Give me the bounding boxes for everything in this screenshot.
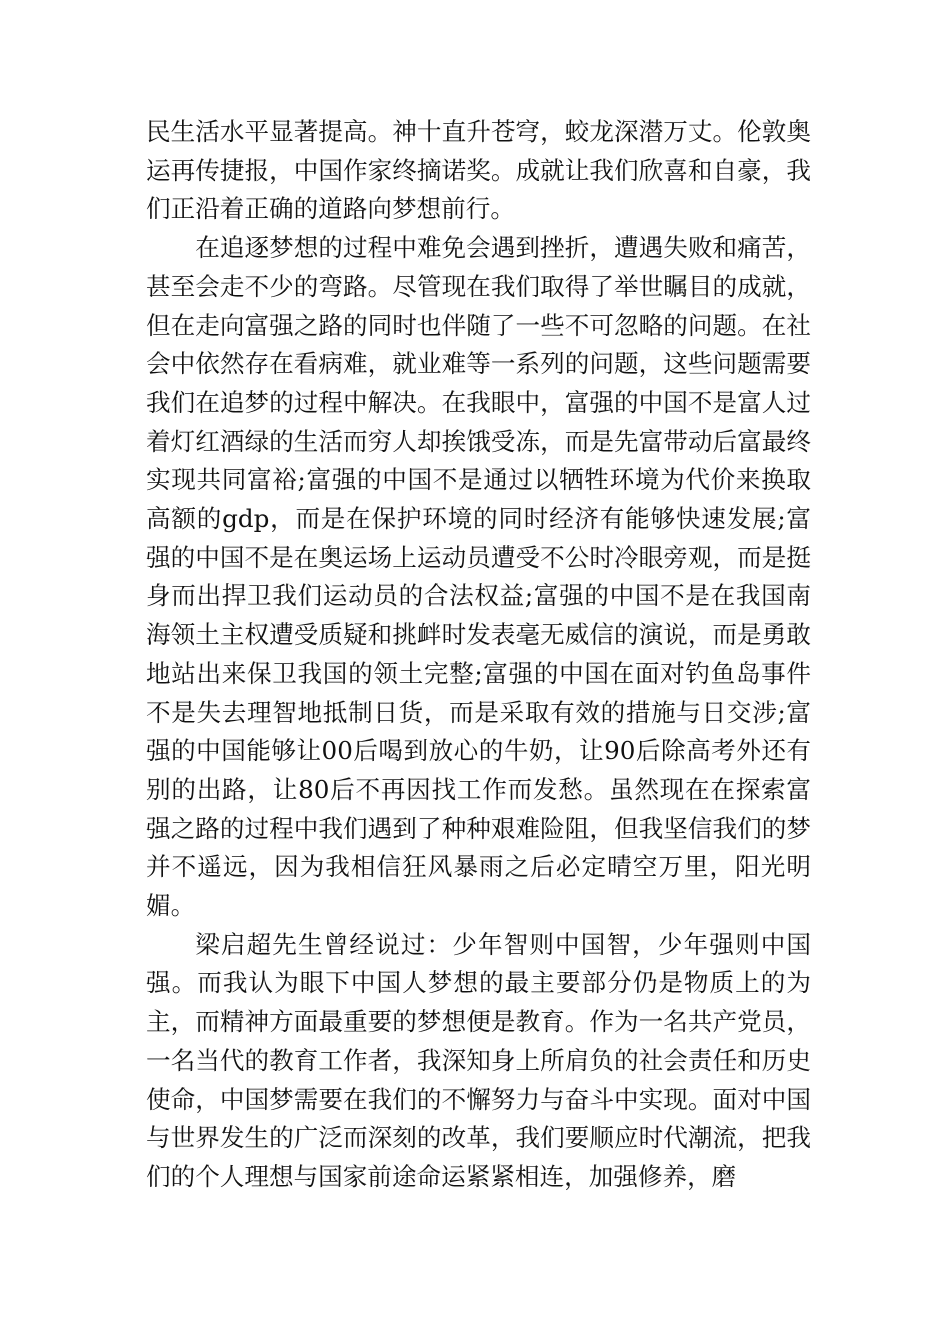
- paragraph-continuation: 民生活水平显著提高。神十直升苍穹，蛟龙深潜万丈。伦敦奥运再传捷报，中国作家终摘诺奖。成就让我们欣喜和自豪，我们正沿着正确的道路向梦想前行。: [146, 117, 811, 224]
- document-body: [146, 113, 811, 1197]
- paragraph-pursuit-of-dream: 在追逐梦想的过程中难免会遇到挫折，遭遇失败和痛苦，甚至会走不少的弯路。尽管现在我们取得了举世瞩目的成就，但在走向富强之路的同时也伴随了一些不可忽略的问题。在社会中依然存在看病难，就业难等一系列的问题，这些问题需要我们在追梦的过程中解决。在我眼中，富强的中国不是富人过着灯红酒绿的生活而穷人却挨饿受冻，而是先富带动后富最终实现共同富裕;富强的中国不是通过以牺牲环境为代价来换取高额的gdp，而是在保护环境的同时经济有能够快速发展;富强的中国不是在奥运场上运动员遭受不公时冷眼旁观，而是挺身而出捍卫我们运动员的合法权益;富强的中国不是在我国南海领土主权遭受质疑和挑衅时发表毫无威信的演说，而是勇敢地站出来保卫我国的领土完整;富强的中国在面对钓鱼岛事件不是失去理智地抵制日货，而是采取有效的措施与日交涉;富强的中国能够让00后喝到放心的牛奶，让90后除高考外还有别的出路，让80后不再因找工作而发愁。虽然现在在探索富强之路的过程中我们遇到了种种艰难险阻，但我坚信我们的梦并不遥远，因为我相信狂风暴雨之后必定晴空万里，阳光明媚。: [146, 233, 811, 921]
- paragraph-education-dream: 梁启超先生曾经说过：少年智则中国智，少年强则中国强。而我认为眼下中国人梦想的最主要部分仍是物质上的为主，而精神方面最重要的梦想便是教育。作为一名共产党员，一名当代的教育工作者，我深知身上所肩负的社会责任和历史使命，中国梦需要在我们的不懈努力与奋斗中实现。面对中国与世界发生的广泛而深刻的改革，我们要顺应时代潮流，把我们的个人理想与国家前途命运紧紧相连，加强修养，磨: [146, 929, 811, 1191]
